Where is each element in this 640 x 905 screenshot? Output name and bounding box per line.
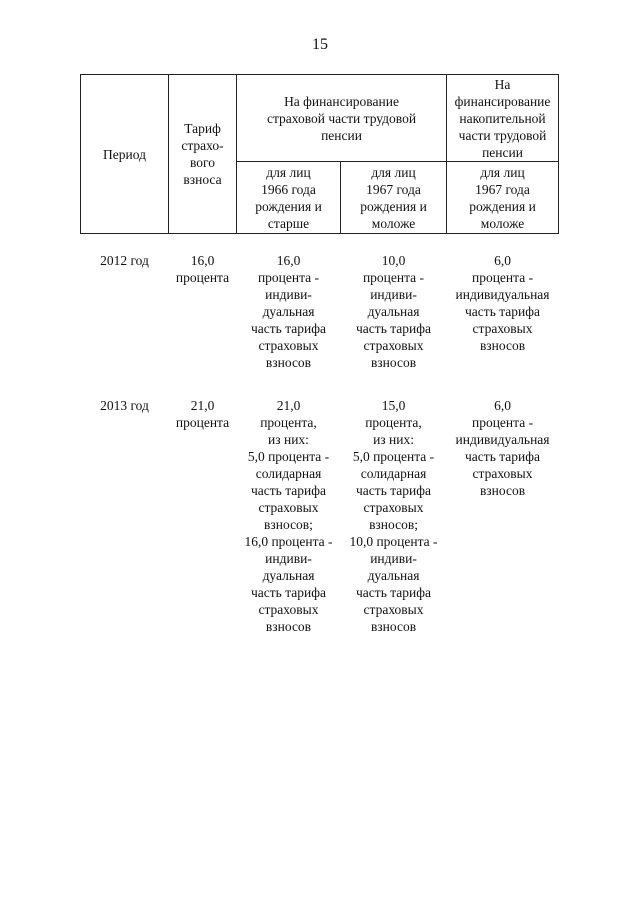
header-funded-part: На финансирование накопительной части трудовой пенсии [447, 75, 559, 162]
page-number: 15 [312, 36, 328, 53]
cell-1967-funded: 6,0 процента - индивидуальная часть тарифа страховых взносов [455, 253, 550, 353]
cell-tariff: 21,0 процента [175, 398, 230, 430]
tariff-table [80, 74, 559, 661]
header-tariff: Тариф страхо- вого взноса [169, 75, 237, 234]
cell-period: 2013 год [100, 398, 149, 413]
header-insurance-part: На финансирование страховой части трудовой пенсии [237, 75, 447, 162]
header-period: Период [81, 75, 169, 234]
cell-1967-insurance: 10,0 процента - индиви- дуальная часть тарифа страховых взносов [356, 253, 431, 370]
cell-tariff: 16,0 процента [175, 253, 230, 285]
cell-period: 2012 год [100, 253, 149, 268]
table-row [81, 252, 559, 397]
cell-1966: 21,0 процента, из них: 5,0 процента - солидарная часть тарифа страховых взносов; 16,0 процента - индиви- дуальная часть тарифа страховых взносов [244, 398, 333, 634]
cell-1967-insurance: 15,0 процента, из них: 5,0 процента - солидарная часть тарифа страховых взносов; 10,0 процента - индиви- дуальная часть тарифа страховых взносов [349, 398, 438, 634]
header-sub-1967-funded: для лиц 1967 года рождения и моложе [447, 162, 559, 234]
header-sub-1966: для лиц 1966 года рождения и старше [237, 162, 341, 234]
table-row [81, 397, 559, 661]
cell-1967-funded: 6,0 процента - индивидуальная часть тарифа страховых взносов [455, 398, 550, 498]
header-sub-1967-insurance: для лиц 1967 года рождения и моложе [341, 162, 447, 234]
cell-1966: 16,0 процента - индиви- дуальная часть тарифа страховых взносов [251, 253, 326, 370]
